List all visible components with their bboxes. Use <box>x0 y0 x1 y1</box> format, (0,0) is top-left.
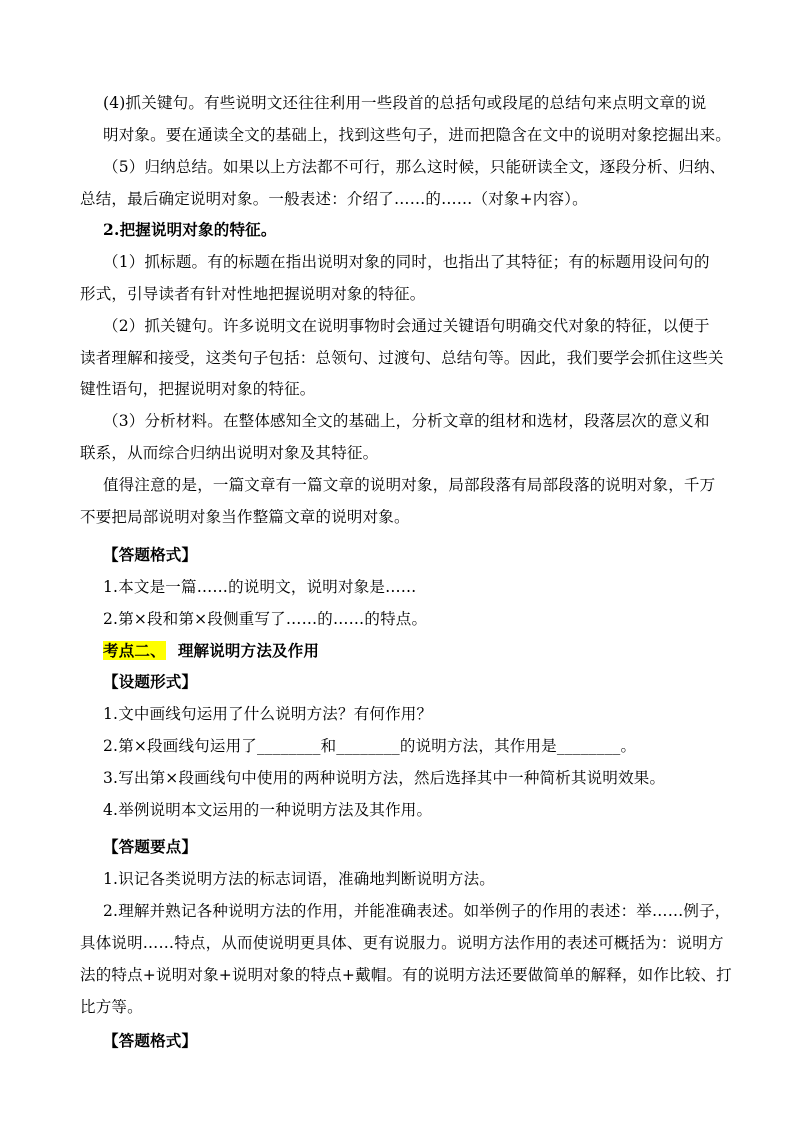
para-line: 具体说明……特点，从而使说明更具体、更有说服力。说明方法作用的表述可概括为：说明方 <box>80 934 724 952</box>
para-line: 法的特点+说明对象+说明对象的特点+戴帽。有的说明方法还要做简单的解释，如作比较、打 <box>80 966 732 984</box>
exam-point-title: 理解说明方法及作用 <box>177 641 320 660</box>
subsection-heading: 【答题格式】 <box>103 545 198 564</box>
para-line: 2.理解并熟记各种说明方法的作用，并能准确表述。如举例子的作用的表述：举……例子， <box>103 902 731 920</box>
para-line: 3.写出第×段画线句中使用的两种说明方法，然后选择其中一种简析其说明效果。 <box>103 769 666 787</box>
para-line: 明对象。要在通读全文的基础上，找到这些句子，进而把隐含在文中的说明对象挖掘出来。 <box>103 126 732 144</box>
para-line: 4.举例说明本文运用的一种说明方法及其作用。 <box>103 801 433 819</box>
para-line: 1.文中画线句运用了什么说明方法？有何作用？ <box>103 705 433 723</box>
para-line: 读者理解和接受，这类句子包括：总领句、过渡句、总结句等。因此，我们要学会抓住这些关 <box>80 349 724 367</box>
subsection-heading: 【答题格式】 <box>103 1031 198 1050</box>
para-line: 2.第×段和第×段侧重写了……的……的特点。 <box>103 610 428 628</box>
section-heading: 2.把握说明对象的特征。 <box>103 220 277 239</box>
para-line: 比方等。 <box>80 998 143 1016</box>
para-line: 值得注意的是，一篇文章有一篇文章的说明对象，局部段落有局部段落的说明对象，千万 <box>103 476 716 494</box>
para-line: 1.本文是一篇……的说明文，说明对象是…… <box>103 578 417 596</box>
para-line: 形式，引导读者有针对性地把握说明对象的特征。 <box>80 285 426 303</box>
para-line: （3）分析材料。在整体感知全文的基础上，分析文章的组材和选材，段落层次的意义和 <box>103 412 710 430</box>
para-line: 2.第×段画线句运用了________和________的说明方法，其作用是________。 <box>103 737 637 755</box>
subsection-heading: 【答题要点】 <box>103 837 198 856</box>
para-line: (4)抓关键句。有些说明文还往往利用一些段首的总括句或段尾的总结句来点明文章的说 <box>103 94 707 112</box>
para-line: 键性语句，把握说明对象的特征。 <box>80 380 316 398</box>
para-line: （5）归纳总结。如果以上方法都不可行，那么这时候，只能研读全文，逐段分析、归纳、 <box>103 158 726 176</box>
para-line: （2）抓关键句。许多说明文在说明事物时会通过关键语句明确交代对象的特征，以便于 <box>103 317 710 335</box>
para-line: 不要把局部说明对象当作整篇文章的说明对象。 <box>80 508 410 526</box>
para-line: （1）抓标题。有的标题在指出说明对象的同时，也指出了其特征；有的标题用设问句的 <box>103 253 710 271</box>
exam-point-label: 考点二、 <box>103 641 166 660</box>
exam-point-heading <box>103 640 319 662</box>
para-line: 1.识记各类说明方法的标志词语，准确地判断说明方法。 <box>103 870 495 888</box>
para-line: 联系，从而综合归纳出说明对象及其特征。 <box>80 444 379 462</box>
subsection-heading: 【设题形式】 <box>103 672 198 691</box>
para-line: 总结，最后确定说明对象。一般表述：介绍了……的……（对象+内容）。 <box>80 190 588 208</box>
